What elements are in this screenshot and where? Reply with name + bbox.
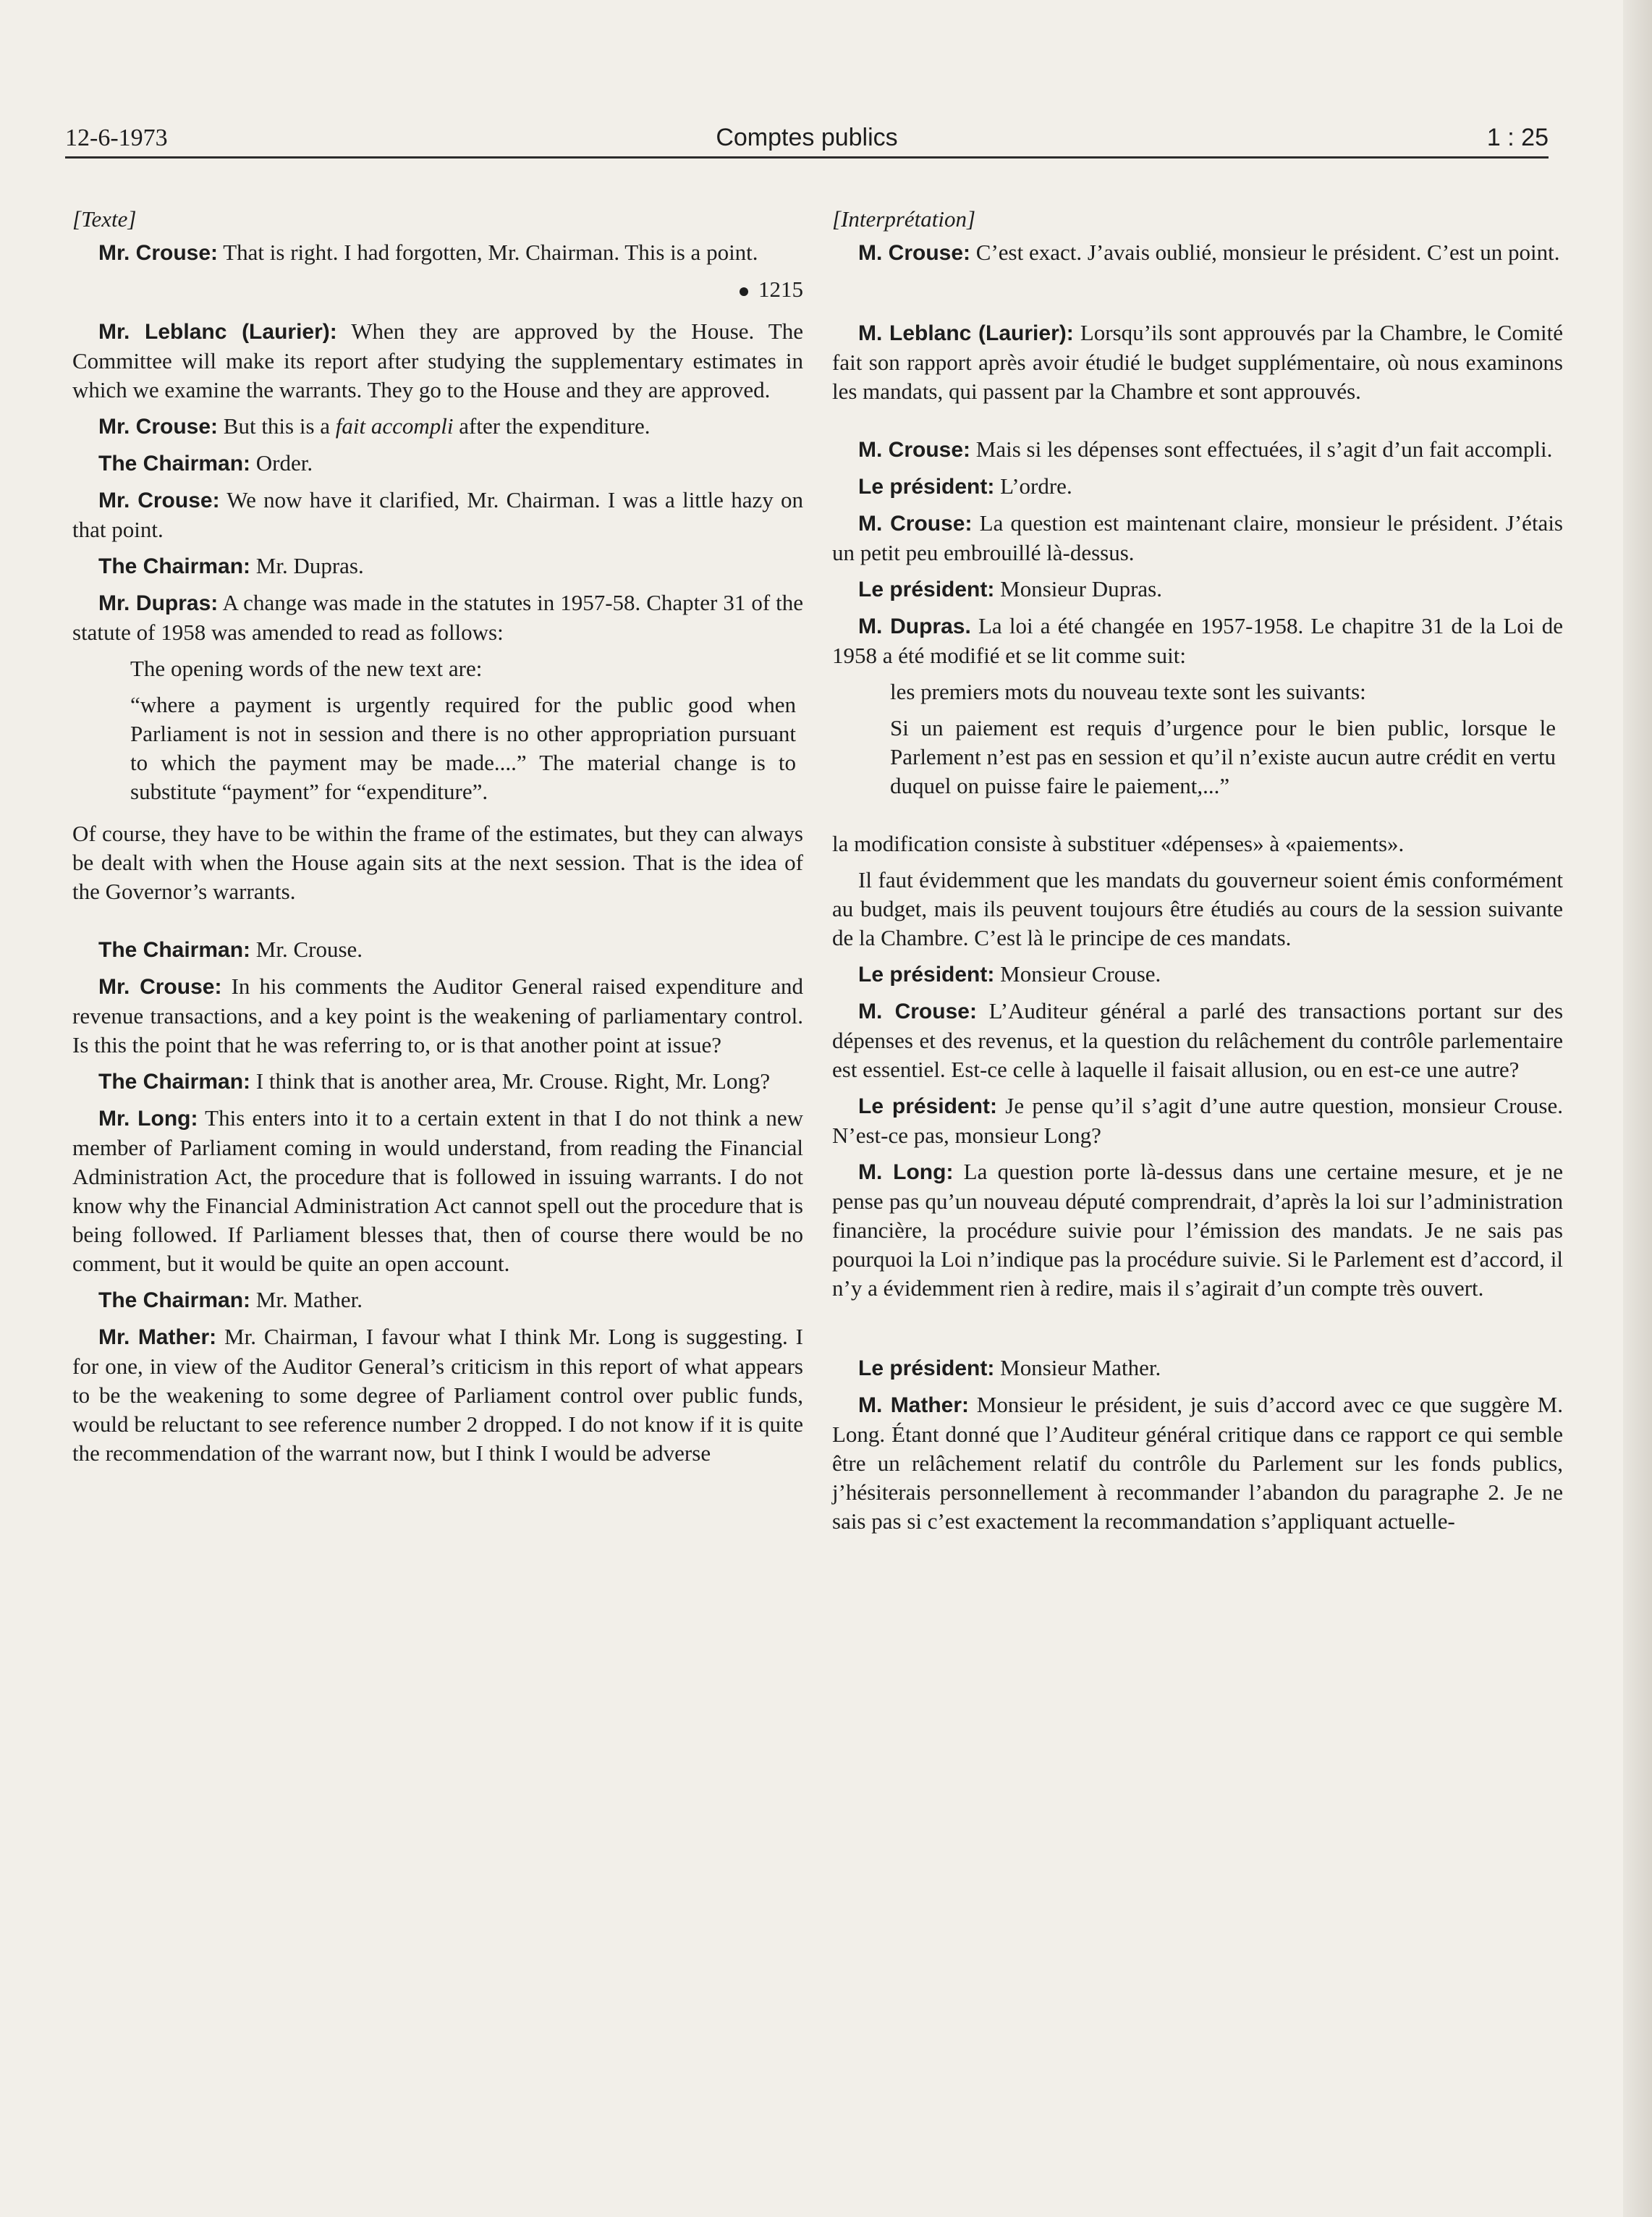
speech: Monsieur Dupras. (994, 576, 1162, 601)
speech: L’Auditeur général a parlé des transactions portant sur des dépenses et des revenus, et la question du relâchement du contrôle parlementaire est essentiel. Est-ce celle à laquelle il faisait allusion, ou en est-ce une autre? (832, 998, 1564, 1082)
paragraph (832, 960, 1563, 989)
header-page-number: 1 : 25 (1486, 124, 1549, 151)
paragraph (72, 1322, 803, 1468)
speech: That is right. I had forgotten, Mr. Chairman. This is a point. (218, 240, 758, 265)
speaker: The Chairman: (98, 938, 251, 962)
paragraph (832, 612, 1563, 670)
paragraph (832, 318, 1563, 406)
speech: La loi a été changée en 1957-1958. Le chapitre 31 de la Loi de 1958 a été modifié et se lit comme suit: (832, 613, 1563, 668)
speech: This enters into it to a certain extent in that I do not think a new member of Parliament coming in would understand, from reading the Financial Administration Act, the procedure that is followed in issuing warrants. I do not know why the Financial Administration Act cannot spell out the procedure that is being followed. If Parliament blesses that, then of course there would be no comment, but it would be quite an open account. (72, 1105, 803, 1276)
speaker: The Chairman: (98, 554, 251, 578)
speech: Mais si les dépenses sont effectuées, il s’agit d’un fait accompli. (970, 436, 1553, 462)
speaker: Le président: (858, 475, 995, 499)
page-edge (1623, 0, 1652, 2217)
speaker: M. Leblanc (Laurier): (858, 321, 1074, 345)
page-header (65, 122, 1549, 159)
paragraph (72, 588, 803, 647)
speech: When they are approved by the House. The Committee will make its report after studying the supplementary estimates in which we examine the warrants. They go to the House and they are approved. (72, 318, 803, 402)
paragraph (832, 997, 1563, 1084)
speech: Mr. Dupras. (250, 553, 364, 578)
quote-block: Si un paiement est requis d’urgence pour le bien public, lorsque le Parlement n’est pas en session et qu’il n’existe aucun autre crédit en vertu duquel on puisse faire le paiement,...” (890, 715, 1556, 798)
speaker: M. Crouse: (858, 438, 971, 462)
speaker: M. Crouse: (858, 241, 971, 265)
speaker: Mr. Mather: (98, 1325, 217, 1349)
paragraph (832, 1157, 1563, 1303)
paragraph (832, 575, 1563, 604)
paragraph (72, 238, 803, 268)
speaker: Le président: (858, 578, 995, 601)
speech: I think that is another area, Mr. Crouse. Right, Mr. Long? (250, 1068, 771, 1094)
speech: L’ordre. (994, 473, 1072, 499)
paragraph (832, 238, 1563, 268)
speech: after the expenditure. (453, 413, 651, 439)
paragraph (832, 1390, 1563, 1536)
speech: Monsieur Mather. (994, 1355, 1161, 1380)
speaker: Le président: (858, 1356, 995, 1380)
paragraph (72, 317, 803, 405)
speaker: Le président: (858, 1094, 997, 1118)
paragraph: Of course, they have to be within the frame of the estimates, but they can always be dealt with when the House again sits at the next session. That is the idea of the Governor’s warrants. (72, 821, 803, 904)
speaker: Mr. Dupras: (98, 591, 219, 615)
speaker: Mr. Crouse: (98, 975, 222, 999)
paragraph (72, 486, 803, 544)
header-date: 12-6-1973 (65, 124, 168, 151)
paragraph: la modification consiste à substituer «dépenses» à «paiements». (832, 831, 1405, 856)
paragraph: Il faut évidemment que les mandats du gouverneur soient émis conformément au budget, mais ils peuvent toujours être étudiés au cours de la session suivante de la Chambre. C’est là le principe de ces mandats. (832, 867, 1563, 950)
section-tag: [Texte] (72, 206, 137, 232)
speaker: The Chairman: (98, 1288, 251, 1312)
speaker: Mr. Leblanc (Laurier): (98, 320, 337, 344)
paragraph (832, 472, 1563, 502)
speech: Order. (250, 450, 313, 476)
speaker: Mr. Crouse: (98, 415, 219, 439)
speaker: Mr. Crouse: (98, 241, 219, 265)
speaker: Mr. Long: (98, 1107, 198, 1131)
speaker: M. Crouse: (858, 512, 973, 536)
speech: We now have it clarified, Mr. Chairman. I was a little hazy on that point. (72, 487, 803, 542)
paragraph (72, 972, 803, 1060)
speech: But this is a (218, 413, 336, 439)
speaker: Le président: (858, 963, 995, 987)
paragraph (832, 435, 1563, 465)
speech: Mr. Mather. (250, 1287, 363, 1312)
paragraph (72, 935, 803, 965)
quote-line: The opening words of the new text are: (130, 656, 483, 681)
paragraph (72, 1285, 803, 1315)
header-title: Comptes publics (716, 124, 898, 151)
speech: C’est exact. J’avais oublié, monsieur le président. C’est un point. (970, 240, 1560, 265)
speech: Je pense qu’il s’agit d’une autre question, monsieur Crouse. N’est-ce pas, monsieur Long? (832, 1093, 1564, 1148)
quote-block: “where a payment is urgently required for the public good when Parliament is not in session and there is no other appropriation pursuant to which the payment may be made....” The material change is to substitute “payment” for “expenditure”. (130, 692, 796, 804)
paragraph (832, 1354, 1563, 1383)
paragraph (72, 449, 803, 478)
speech: La question est maintenant claire, monsieur le président. J’étais un petit peu embrouillé là-dessus. (832, 510, 1563, 565)
section-tag: [Interprétation] (832, 206, 976, 232)
speech: A change was made in the statutes in 1957-58. Chapter 31 of the statute of 1958 was amended to read as follows: (72, 590, 804, 645)
paragraph (832, 1091, 1563, 1150)
time-value: 1215 (758, 276, 803, 302)
speaker: The Chairman: (98, 452, 251, 476)
speaker: M. Long: (858, 1160, 954, 1184)
speech: Lorsqu’ils sont approuvés par la Chambre, le Comité fait son rapport après avoir étudié le budget supplémentaire, où nous examinons les mandats, qui passent par la Chambre et sont approuvés. (832, 320, 1563, 404)
speaker: The Chairman: (98, 1070, 251, 1094)
speech: La question porte là-dessus dans une certaine mesure, et je ne pense pas qu’un nouveau député comprendrait, d’après la loi sur l’administration financière, la procédure suivie pour l’émission des mandats. Je ne sais pas pourquoi la Loi n’indique pas la procédure suivie. Si le Parlement est d’accord, il n’y a évidemment rien à redire, mais il s’agirait d’un compte très ouvert. (832, 1159, 1563, 1301)
paragraph (832, 509, 1563, 567)
speech-italic: fait accompli (335, 413, 454, 439)
english-column (72, 205, 803, 1475)
speaker: M. Dupras. (858, 615, 971, 638)
speech: Monsieur le président, je suis d’accord avec ce que suggère M. Long. Étant donné que l’Auditeur général critique dans ce rapport ce qui semble être un relâchement relatif du contrôle du Parlement sur les fonds publics, j’hésiterais personnellement à recommander l’abandon du paragraphe 2. Je ne sais pas si c’est exactement la recommandation s’appliquant actuelle- (832, 1392, 1563, 1534)
paragraph (72, 552, 803, 581)
speech: Mr. Crouse. (250, 937, 363, 962)
speech: Monsieur Crouse. (994, 961, 1161, 987)
speaker: M. Crouse: (858, 1000, 977, 1023)
french-column (832, 205, 1563, 1543)
speech: In his comments the Auditor General raised expenditure and revenue transactions, and a key point is the weakening of parliamentary control. Is this the point that he was referring to, or is that another point at issue? (72, 974, 803, 1057)
speaker: M. Mather: (858, 1393, 970, 1417)
quote-line: les premiers mots du nouveau texte sont les suivants: (890, 679, 1366, 704)
time-marker (72, 275, 803, 304)
bullet-icon (740, 287, 748, 296)
paragraph (72, 412, 803, 442)
speaker: Mr. Crouse: (98, 489, 220, 512)
paragraph (72, 1104, 803, 1278)
paragraph (72, 1067, 803, 1097)
speech: Mr. Chairman, I favour what I think Mr. Long is suggesting. I for one, in view of the Auditor General’s criticism in this report of what appears to be the weakening to some degree of Parliament control over public funds, would be reluctant to see reference number 2 dropped. I do not know if it is quite the recommendation of the warrant now, but I think I would be adverse (72, 1324, 803, 1466)
